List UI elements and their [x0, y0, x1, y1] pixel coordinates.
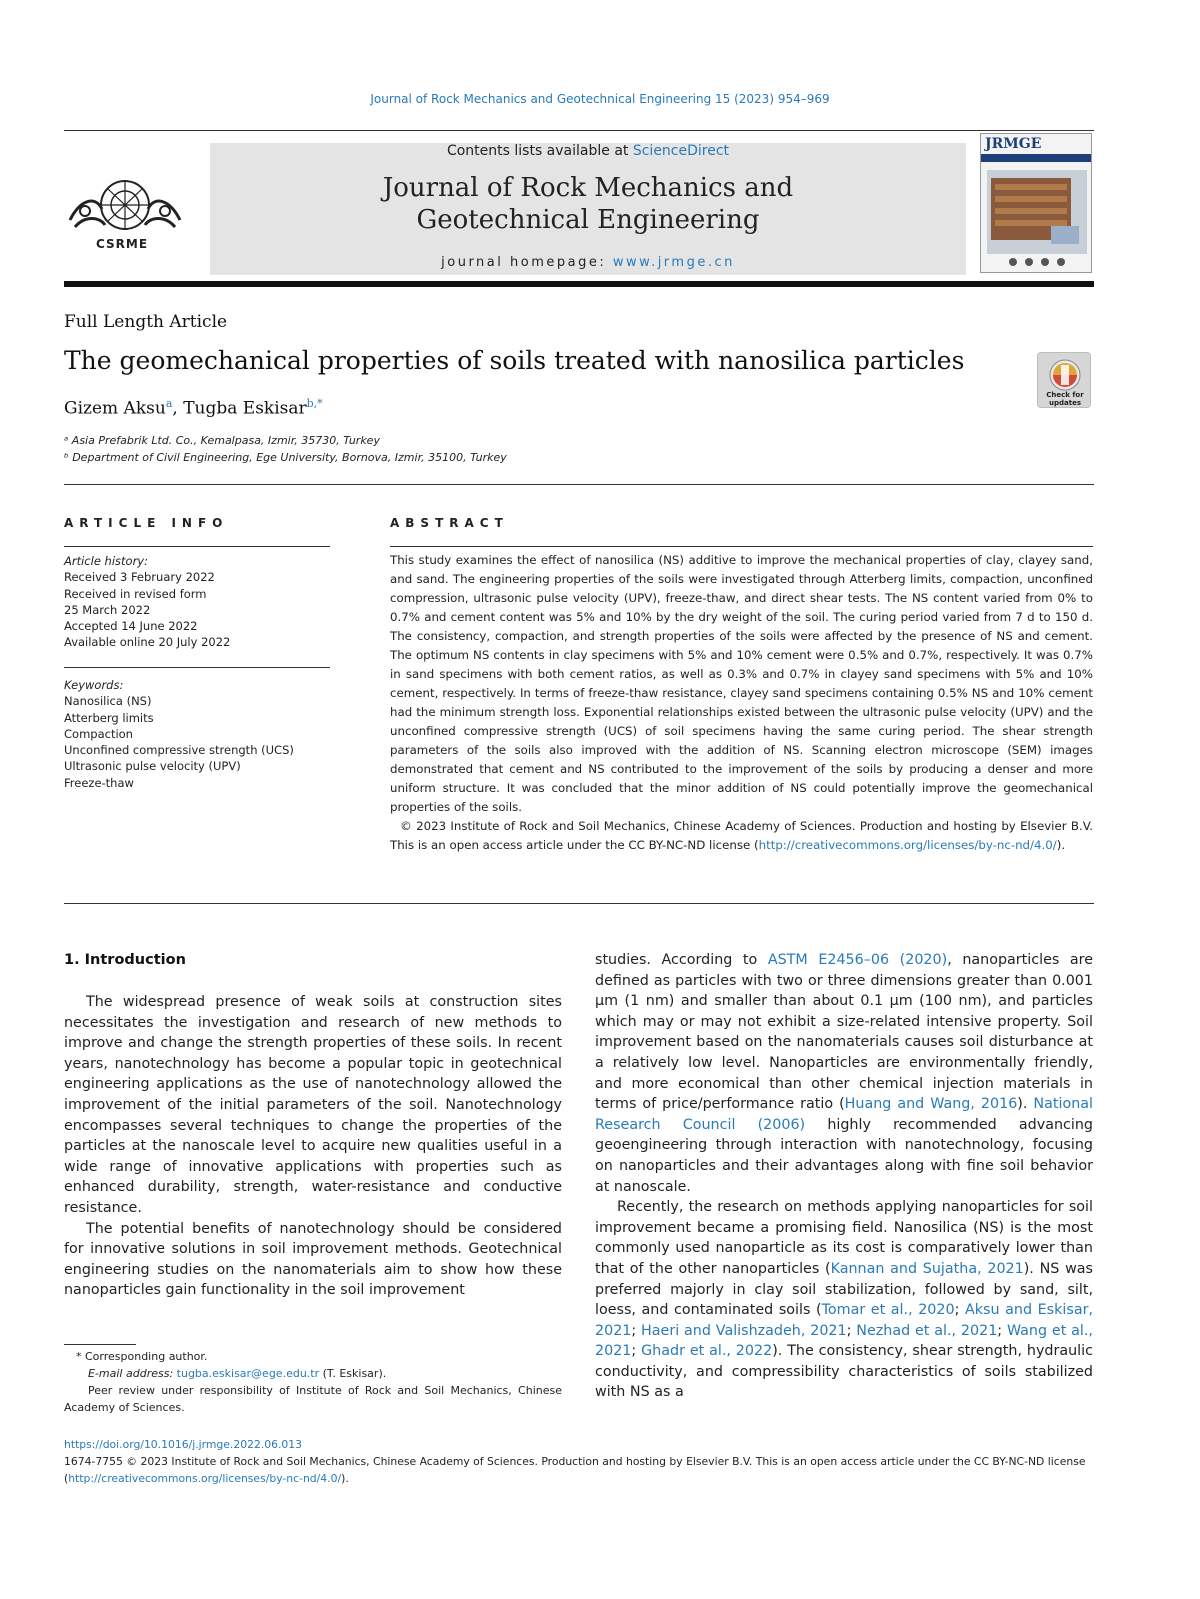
email-suffix: (T. Eskisar).	[319, 1367, 387, 1380]
author-separator: ,	[172, 398, 184, 419]
citation-link[interactable]: Aksu and Eskisar, 2021	[595, 1302, 1094, 1339]
abstract-heading: ABSTRACT	[390, 516, 509, 530]
keywords-block	[64, 677, 330, 791]
divider-rule	[64, 484, 1094, 485]
citation-link[interactable]: Huang and Wang, 2016	[844, 1096, 1018, 1113]
header-rule	[64, 130, 1094, 131]
text-run: ;	[846, 1322, 857, 1339]
author-2-affiliation-mark[interactable]: b,*	[306, 397, 323, 410]
author-line	[64, 397, 323, 419]
footnote	[64, 1348, 562, 1416]
text-run: ). The consistency, shear strength, hydraulic conductivity, and compressibility characteristics of soils stabilized with NS as a	[595, 1343, 1093, 1401]
logo-text: CSRME	[96, 237, 149, 251]
citation-link[interactable]: Tomar et al., 2020	[821, 1302, 955, 1319]
text-run: , nanoparticles are defined as particles with two or three dimensions greater than 0.001 μm (1 nm) and smaller than about 0.1 μm (100 nm), and particles which may or may not exhibit a size-related intensive property. Soil improvement based on the nanomaterials causes soil disturbance at a relatively low level. Nanoparticles are environmentally friendly, and more economical than other chemical injection materials in terms of price/performance ratio (	[595, 952, 1094, 1113]
cover-image-icon	[981, 134, 1092, 273]
author-2: Tugba Eskisar	[183, 398, 307, 419]
text-run: studies. According to	[595, 952, 768, 968]
doi-link[interactable]: https://doi.org/10.1016/j.jrmge.2022.06.013	[64, 1438, 303, 1451]
sciencedirect-link[interactable]: ScienceDirect	[632, 143, 730, 159]
citation-link[interactable]: Haeri and Valishzadeh, 2021	[641, 1322, 847, 1339]
intro-paragraph-3	[595, 950, 1093, 1197]
abstract-text: This study examines the effect of nanosilica (NS) additive to improve the mechanical properties of clay, clayey sand, and sand. The engineering properties of the soils were investigated through Atterberg limits, compaction, unconfined compression, ultrasonic pulse velocity (UPV), freeze-thaw, and direct shear tests. The NS content varied from 0% to 0.7% and cement content was 5% and 10% by the dry weight of the soil. The curing period varied from 7 d to 150 d. The consistency, compaction, and strength properties of the soils were affected by the presence of NS and cement. The optimum NS contents in clay specimens with 5% and 10% cement were 0.5% and 0.7%, respectively. It was 0.7% in sand specimens with both cement ratios, as well as 0.3% and 0.7% in clayey sand specimens with 5% and 10% cement, respectively. In terms of freeze-thaw resistance, clayey sand specimens containing 0.5% NS and 10% cement had the minimum strength loss. Exponential relationships existed between the ultrasonic pulse velocity (UPV) and the unconfined compressive strength (UCS) of soil specimens having the same curing period. The shear strength parameters of the soils also improved with the addition of NS. Scanning electron microscope (SEM) images demonstrated that cement and NS contributed to the improvement of the soils by producing a denser and more uniform structure. It was concluded that the minor addition of NS could potentially improve the geomechanical properties of the soils.	[390, 553, 1093, 814]
article-title: The geomechanical properties of soils treated with nanosilica particles	[64, 346, 965, 375]
article-info-heading: ARTICLE INFO	[64, 516, 229, 530]
abstract-copyright	[390, 817, 1093, 855]
copyright-text: © 2023 Institute of Rock and Soil Mechanics, Chinese Academy of Sciences. Production and hosting by Elsevier B.V. This is an open access article under the CC BY-NC-ND license (	[390, 819, 1093, 852]
keyword-item: Freeze-thaw	[64, 775, 134, 790]
keyword-item: Compaction	[64, 726, 133, 741]
journal-homepage	[210, 255, 966, 270]
intro-paragraph-1: The widespread presence of weak soils at construction sites necessitates the investigation and research of new methods to improve and change the strength properties of these soils. In recent years, nanotechnology has become a popular topic in geotechnical engineering applications as the use of nanotechnology allowed the improvement of the initial parameters of the soil. Nanotechnology encompasses several techniques to change the properties of the particles at the nanoscale level to acquire new qualities useful in a wide range of innovative applications with properties such as enhanced durability, strength, water-resistance and conductive resistance.	[64, 994, 562, 1216]
history-item: Available online 20 July 2022	[64, 635, 231, 650]
history-item: Received in revised form	[64, 586, 207, 601]
journal-title	[210, 172, 966, 236]
history-item: Received 3 February 2022	[64, 570, 215, 585]
email-link[interactable]: tugba.eskisar@ege.edu.tr	[176, 1367, 320, 1380]
abstract-body	[390, 551, 1093, 855]
affiliation-b: ᵇ Department of Civil Engineering, Ege University, Bornova, Izmir, 35100, Turkey	[64, 451, 507, 464]
footnote-rule	[64, 1344, 136, 1345]
keyword-item: Ultrasonic pulse velocity (UPV)	[64, 759, 241, 774]
crossmark-label: Check for updates	[1046, 391, 1084, 407]
text-run: ;	[997, 1322, 1007, 1339]
citation-link[interactable]: Ghadr et al., 2022	[641, 1343, 773, 1360]
email-label: E-mail address:	[88, 1367, 177, 1380]
citation-link[interactable]: Kannan and Sujatha, 2021	[830, 1260, 1024, 1277]
contents-prefix: Contents lists available at	[446, 143, 633, 159]
society-logo	[60, 165, 190, 255]
issn-text: 1674-7755 © 2023 Institute of Rock and Soil Mechanics, Chinese Academy of Sciences. Production and hosting by Elsevier B.V. This is an open access article under the CC BY-NC-ND license (	[64, 1455, 1086, 1485]
citation-link[interactable]: Nezhad et al., 2021	[856, 1322, 998, 1339]
journal-title-line-1: Journal of Rock Mechanics and	[382, 173, 794, 203]
journal-title-line-2: Geotechnical Engineering	[416, 205, 760, 235]
issn-license-line	[64, 1453, 1094, 1487]
history-label: Article history:	[64, 554, 148, 568]
text-run: ).	[1017, 1096, 1034, 1113]
homepage-prefix: journal homepage:	[441, 255, 613, 270]
intro-left-column	[64, 992, 562, 1301]
article-type: Full Length Article	[64, 312, 228, 332]
cover-title: JRMGE	[985, 136, 1042, 152]
intro-right-column	[595, 950, 1093, 1403]
keyword-item: Nanosilica (NS)	[64, 694, 152, 709]
text-run: ). NS was preferred majorly in clay soil stabilization, followed by sand, silt, loess, and contaminated soils (	[595, 1260, 1093, 1319]
article-history	[64, 553, 330, 651]
keywords-rule	[64, 667, 330, 668]
affiliation-a: ᵃ Asia Prefabrik Ltd. Co., Kemalpasa, Izmir, 35730, Turkey	[64, 434, 380, 447]
history-item: Accepted 14 June 2022	[64, 619, 198, 634]
header-thick-rule	[64, 281, 1094, 287]
footer-end: ).	[341, 1472, 349, 1485]
article-info-rule	[64, 546, 330, 547]
author-1: Gizem Aksu	[64, 398, 166, 419]
divider-rule	[64, 903, 1094, 904]
text-run: Recently, the research on methods applying nanoparticles for soil improvement became a promising field. Nanosilica (NS) is the most commonly used nanoparticle as its cost is comparatively lower than that of the other nanoparticles (	[595, 1199, 1093, 1277]
text-run: highly recommended advancing geoengineering through interaction with nanotechnology, focusing on nanoparticles and their advantages along with fine soil behavior at nanoscale.	[595, 1116, 1093, 1195]
author-1-affiliation-mark[interactable]: a	[165, 397, 173, 410]
keyword-item: Atterberg limits	[64, 710, 154, 725]
homepage-link[interactable]: www.jrmge.cn	[612, 255, 735, 270]
journal-reference[interactable]: Journal of Rock Mechanics and Geotechnical Engineering 15 (2023) 954–969	[370, 92, 830, 106]
check-for-updates-button[interactable]	[1037, 352, 1091, 408]
text-run: ;	[954, 1302, 965, 1319]
citation-link[interactable]: ASTM E2456–06 (2020)	[767, 952, 948, 968]
keyword-item: Unconfined compressive strength (UCS)	[64, 743, 294, 758]
peer-review-note: Peer review under responsibility of Institute of Rock and Soil Mechanics, Chinese Academy of Sciences.	[64, 1384, 562, 1414]
email-line	[64, 1365, 562, 1382]
section-heading: 1. Introduction	[64, 952, 186, 968]
copyright-end: ).	[1056, 838, 1066, 852]
corresponding-author-note: * Corresponding author.	[76, 1350, 208, 1363]
license-link[interactable]: http://creativecommons.org/licenses/by-nc-nd/4.0/	[758, 838, 1057, 852]
doi-line	[64, 1436, 1094, 1453]
citation-link[interactable]: Wang et al., 2021	[595, 1322, 1093, 1360]
keywords-label: Keywords:	[64, 678, 124, 692]
journal-cover[interactable]	[980, 133, 1092, 273]
abstract-rule	[390, 546, 1093, 547]
contents-line	[210, 143, 966, 159]
text-run: ;	[631, 1322, 642, 1339]
footer-license-link[interactable]: http://creativecommons.org/licenses/by-nc-nd/4.0/	[68, 1472, 342, 1485]
intro-paragraph-2: The potential benefits of nanotechnology should be considered for innovative solutions in soil improvement methods. Geotechnical engineering studies on the nanomaterials aim to show how these nanoparticles gain functionality in the soil improvement	[64, 1220, 562, 1299]
citation-link[interactable]: National Research Council (2006)	[595, 1096, 1093, 1133]
history-item: 25 March 2022	[64, 602, 151, 617]
intro-paragraph-4	[595, 1197, 1093, 1403]
text-run: ;	[631, 1343, 642, 1360]
